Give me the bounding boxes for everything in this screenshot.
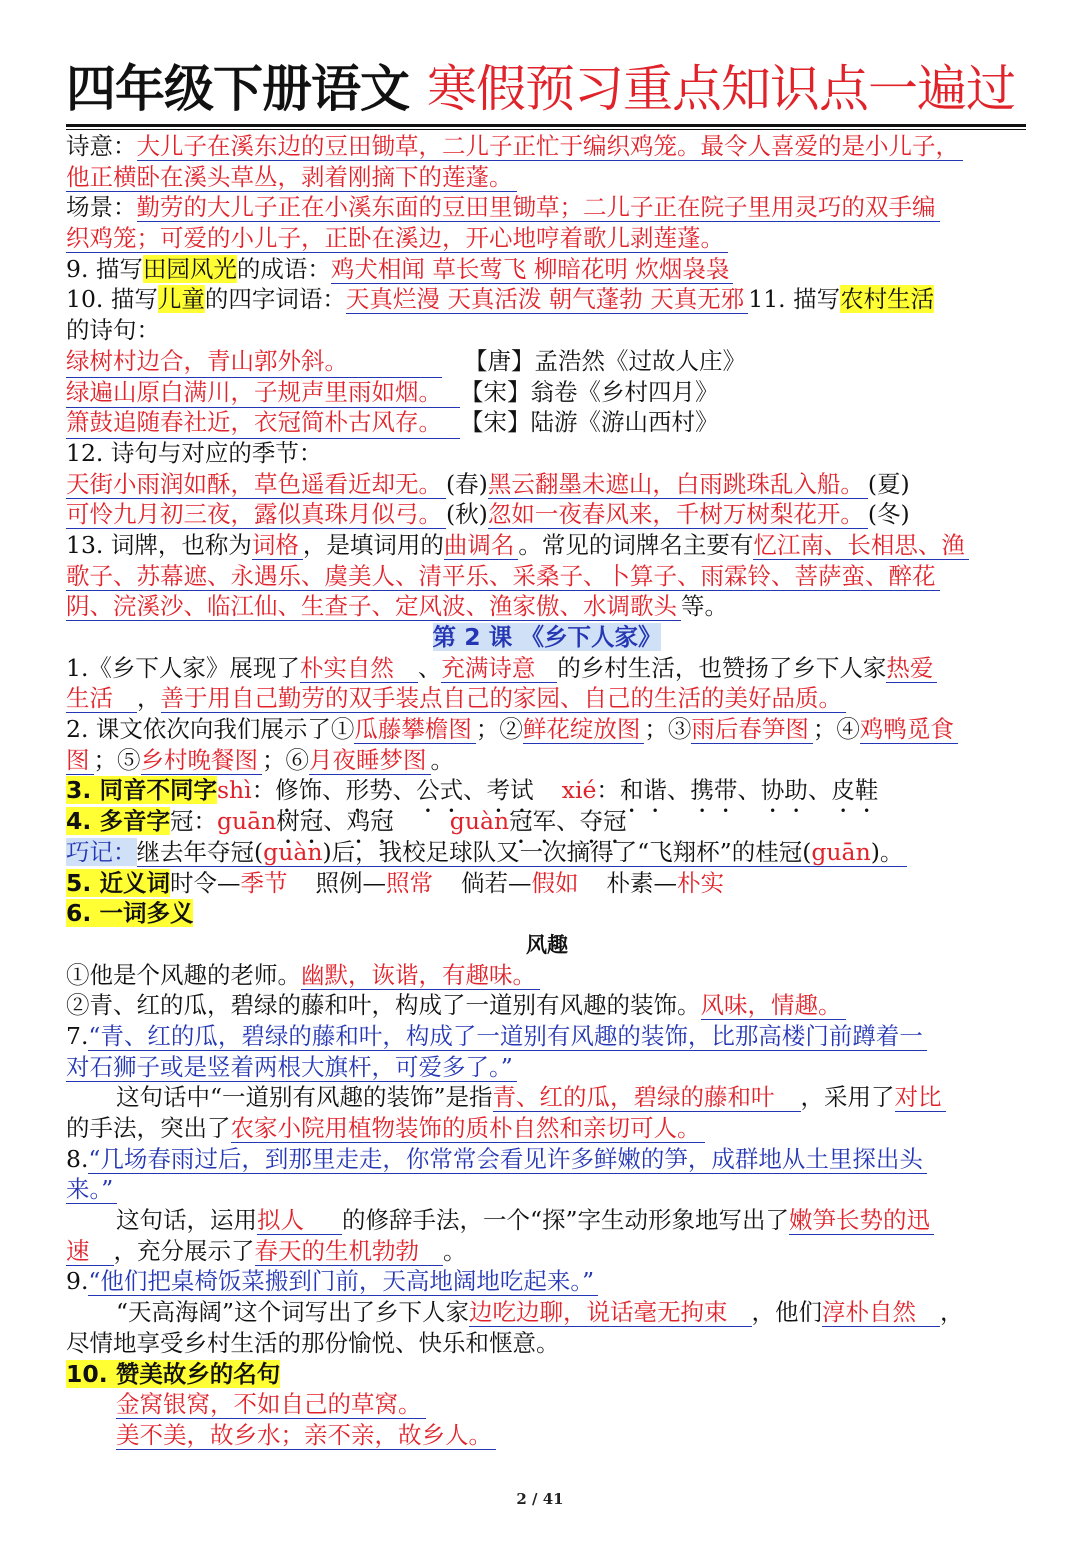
question-text: ，他们 — [751, 1298, 823, 1327]
sentence-text: ①他是个风趣的老师。 — [66, 960, 301, 989]
question-9 — [66, 1297, 1028, 1328]
poem-meaning-line — [66, 162, 1028, 193]
answer-text: 善于用自己勤劳的双手装点自己的家园、自己的生活的美好品质。 — [161, 684, 847, 713]
answer-text: 对比 — [895, 1083, 946, 1112]
label: 巧记： — [66, 837, 137, 866]
answer-text: 假如 — [531, 868, 579, 897]
answer-text: 拟人 — [257, 1206, 342, 1235]
question-text: 等。 — [681, 592, 728, 621]
question-text: ，采用了 — [800, 1083, 895, 1112]
question-number: 7. — [66, 1021, 89, 1050]
answer-text: 歌子、苏幕遮、永遇乐、虞美人、清平乐、采桑子、卜算子、雨霖铃、菩萨蛮、醉花 — [66, 562, 940, 591]
word: 倘若— — [460, 868, 532, 897]
answer-text: 雨后春笋图 — [691, 715, 813, 744]
answer-text: 照常 — [385, 868, 433, 897]
question-2 — [66, 745, 1028, 776]
season: (秋) — [446, 500, 488, 529]
answer-text: 瓜藤攀檐图 — [354, 715, 476, 744]
page-number: 2 / 41 — [516, 1490, 564, 1508]
quote-text: “他们把桌椅饭菜搬到门前，天高地阔地吃起来。” — [88, 1267, 598, 1296]
question-text: 的乡村生活，也赞扬了乡下人家 — [557, 653, 887, 682]
answer-text: 边吃边聊，说话毫无拘束 — [469, 1298, 752, 1327]
poem-meaning-line — [66, 131, 1028, 162]
question-text: 这句话，运用 — [116, 1206, 257, 1235]
pinyin: guān — [216, 807, 277, 836]
answer-text: 金窝银窝，不如自己的草窝。 — [116, 1390, 426, 1419]
question-1 — [66, 683, 1028, 714]
answer-text: 阴、浣溪沙、临江仙、生查子、定风波、渔家傲、水调歌头 — [66, 592, 681, 621]
question-text: 冠： — [169, 807, 217, 836]
scene-line — [66, 223, 1028, 254]
meaning-line — [66, 990, 1028, 1021]
lesson-title: 第 2 课 《乡下人家》 — [432, 623, 662, 651]
question-text: 的成语： — [236, 254, 331, 283]
answer-text: 风味，情趣。 — [701, 991, 846, 1020]
answer-text: 图 — [66, 746, 94, 775]
question-7 — [66, 1113, 1028, 1144]
question-text: 13. 词牌，也称为 — [66, 530, 252, 559]
answer-text: 绿树村边合，青山郭外斜。 — [66, 346, 442, 378]
answer-text: 季节 — [240, 868, 288, 897]
question-3 — [66, 775, 1028, 806]
saying-line — [66, 1420, 1028, 1451]
question-text: ；⑤ — [93, 745, 141, 774]
question-text: 的手法，突出了 — [66, 1114, 231, 1142]
word-list: 冠军、夺冠 — [509, 807, 627, 836]
saying-line — [66, 1389, 1028, 1420]
question-text: 1.《乡下人家》展现了 — [66, 653, 300, 682]
question-text: 。常见的词牌名主要有 — [518, 530, 754, 559]
poem-source: 【唐】孟浩然《过故人庄》 — [464, 346, 746, 375]
pinyin: xié — [561, 776, 597, 805]
highlight: 6. 一词多义 — [66, 899, 194, 928]
quote-text: “青、红的瓜，碧绿的藤和叶，构成了一道别有风趣的装饰，比那高楼门前蹲着一 — [88, 1022, 927, 1051]
question-7 — [66, 1082, 1028, 1113]
answer-text: 美不美，故乡水；亲不亲，故乡人。 — [116, 1421, 496, 1450]
question-10 — [66, 284, 1028, 315]
word: 朴素— — [606, 868, 677, 897]
question-2 — [66, 714, 1028, 745]
pinyin: guàn — [449, 807, 510, 836]
answer-text: 绿遍山原白满川，子规声里雨如烟。 — [66, 377, 460, 409]
answer-text: 充满诗意 — [441, 654, 557, 683]
poem-source: 【宋】翁卷《乡村四月》 — [460, 377, 719, 406]
question-8 — [66, 1144, 1028, 1175]
answer-text: 天街小雨润如酥，草色遥看近却无。 — [66, 470, 446, 499]
word-heading — [66, 929, 1028, 960]
quote-text: 对石狮子或是竖着两根大旗杆，可爱多了。” — [66, 1053, 517, 1082]
question-9 — [66, 1266, 1028, 1297]
question-13 — [66, 530, 1028, 561]
question-text: 、 — [417, 653, 442, 682]
answer-text: 朴实自然 — [300, 654, 418, 683]
word: 时令— — [169, 868, 241, 897]
question-text: ；③ — [644, 715, 692, 744]
question-9 — [66, 1328, 1028, 1359]
answer-text: 天真烂漫 天真活泼 朝气蓬勃 天真无邪 — [346, 285, 748, 314]
answer-text: 黑云翻墨未遮山，白雨跳珠乱入船。 — [488, 470, 868, 499]
lesson-heading — [66, 622, 1028, 653]
question-text: 这句话中“一道别有风趣的装饰”是指 — [116, 1083, 493, 1112]
meaning-line — [66, 960, 1028, 991]
answer-text: 忽如一夜春风来，千树万树梨花开。 — [488, 500, 868, 529]
word-list: 树冠、鸡冠 — [276, 807, 394, 836]
question-text: 。 — [430, 745, 454, 774]
word-title: 风趣 — [526, 932, 568, 957]
mnemonic — [66, 837, 1028, 868]
scene-line — [66, 192, 1028, 223]
question-text: ，充分展示了 — [113, 1236, 255, 1265]
word-list: ：修饰、形势、公式、考试 — [251, 776, 534, 805]
answer-text: 生活 — [66, 684, 137, 713]
answer-text: 可怜九月初三夜，露似真珠月似弓。 — [66, 500, 446, 529]
question-5 — [66, 868, 1028, 899]
label: 诗意： — [66, 132, 137, 160]
answer-text: 乡村晚餐图 — [141, 746, 263, 775]
question-text: 10. 描写 — [66, 285, 158, 314]
pinyin: guàn — [263, 837, 323, 866]
answer-text: 鸡犬相闻 草长莺飞 柳暗花明 炊烟袅袅 — [331, 255, 733, 284]
highlight: 农村生活 — [840, 285, 935, 314]
highlight: 10. 赞美故乡的名句 — [66, 1359, 281, 1388]
highlight: 3. 同音不同字 — [66, 776, 217, 805]
answer-text: 箫鼓追随春社近，衣冠简朴古风存。 — [66, 407, 460, 439]
answer-text: 大儿子在溪东边的豆田锄草，二儿子正忙于编织鸡笼。最令人喜爱的是小儿子， — [137, 132, 964, 161]
question-text: ，是填词用的 — [302, 530, 444, 559]
pinyin: shì — [216, 776, 252, 805]
answer-text: 淳朴自然 — [822, 1298, 940, 1327]
answer-text: 鸡鸭觅食 — [860, 715, 958, 744]
title-grade: 四年级下册语文 — [66, 60, 409, 118]
poem-line — [66, 377, 1028, 408]
question-text: ， — [137, 684, 161, 713]
question-text: 11. 描写 — [748, 285, 841, 314]
answer-text: 朴实 — [676, 868, 724, 897]
answer-text: 春天的生机勃勃 — [255, 1237, 444, 1266]
question-text: 的四字词语： — [204, 285, 346, 314]
season: (冬) — [867, 500, 910, 529]
question-text: 。 — [443, 1236, 467, 1265]
season-line — [66, 469, 1028, 500]
question-1 — [66, 653, 1028, 684]
question-text: 2. 课文依次向我们展示了① — [66, 715, 355, 744]
header-rule-thick — [66, 124, 1026, 127]
answer-text: 嫩笋长势的迅 — [789, 1206, 934, 1235]
sentence-text: )。 — [870, 837, 904, 866]
question-10 — [66, 1359, 1028, 1390]
answer-text: 忆江南、长相思、渔 — [753, 531, 969, 560]
content-body — [66, 131, 1028, 1451]
highlight: 4. 多音字 — [66, 807, 170, 836]
quote-text: 来。” — [66, 1175, 117, 1204]
answer-text: 月夜睡梦图 — [309, 746, 431, 775]
question-number: 8. — [66, 1144, 89, 1173]
poem-source: 【宋】陆游《游山西村》 — [460, 408, 719, 437]
question-text: 的修辞手法，一个“探”字生动形象地写出了 — [342, 1206, 790, 1235]
question-9 — [66, 254, 1028, 285]
question-13 — [66, 591, 1028, 622]
sentence-text: ②青、红的瓜，碧绿的藤和叶，构成了一道别有风趣的装饰。 — [66, 991, 701, 1020]
answer-text: 勤劳的大儿子正在小溪东面的豆田里锄草；二儿子正在院子里用灵巧的双手编 — [137, 193, 940, 222]
question-7 — [66, 1052, 1028, 1083]
question-12 — [66, 438, 1028, 469]
pinyin: guān — [811, 837, 871, 866]
question-8 — [66, 1174, 1028, 1205]
poem-line — [66, 346, 1028, 377]
highlight: 儿童 — [157, 285, 205, 314]
question-13 — [66, 561, 1028, 592]
question-8 — [66, 1205, 1028, 1236]
answer-text: 幽默，诙谐，有趣味。 — [301, 961, 540, 990]
word: 照例— — [315, 868, 386, 897]
question-6 — [66, 898, 1028, 929]
highlight: 田园风光 — [142, 254, 237, 283]
season: (春) — [446, 469, 488, 498]
question-text: 9. 描写 — [66, 254, 143, 283]
question-text: ， — [940, 1298, 964, 1327]
question-7 — [66, 1021, 1028, 1052]
question-text: ；⑥ — [262, 745, 309, 774]
answer-text: 速 — [66, 1237, 114, 1266]
question-text: “天高海阔”这个词写出了乡下人家 — [116, 1298, 470, 1327]
answer-text: 热爱 — [886, 654, 937, 683]
sentence-text: )后，我校足球队又一次摘得了“飞翔杯”的桂冠( — [322, 837, 812, 866]
title-topic: 寒假预习重点知识点一遍过 — [427, 60, 1015, 118]
season-line — [66, 499, 1028, 530]
highlight: 5. 近义词 — [66, 868, 170, 897]
sentence-text: 继去年夺冠( — [136, 837, 264, 866]
question-8 — [66, 1236, 1028, 1267]
question-number: 9. — [66, 1267, 89, 1296]
answer-text: 鲜花绽放图 — [523, 715, 645, 744]
question-text: 尽情地享受乡村生活的那份愉悦、快乐和惬意。 — [66, 1328, 560, 1357]
question-text: ；② — [475, 715, 523, 744]
question-text: ；④ — [812, 715, 860, 744]
answer-text: 织鸡笼；可爱的小儿子，正卧在溪边，开心地哼着歌儿剥莲蓬。 — [66, 224, 728, 253]
answer-text: 农家小院用植物装饰的质朴自然和亲切可人。 — [231, 1114, 705, 1143]
answer-text: 青、红的瓜，碧绿的藤和叶 — [493, 1083, 801, 1112]
poem-line — [66, 407, 1028, 438]
answer-text: 词格 — [252, 531, 303, 560]
word-list: ：和谐、携带、协助、皮鞋 — [596, 776, 879, 805]
label: 场景： — [66, 193, 137, 222]
season: (夏) — [867, 469, 910, 498]
quote-text: “几场春雨过后，到那里走走，你常常会看见许多鲜嫩的笋，成群地从土里探出头 — [88, 1145, 927, 1174]
answer-text: 曲调名 — [444, 531, 519, 560]
question-11 — [66, 315, 1028, 346]
question-4 — [66, 806, 1028, 837]
header-rule-thin — [66, 129, 1026, 130]
question-text: 的诗句： — [66, 316, 160, 345]
page-header — [66, 58, 1026, 120]
question-text: 12. 诗句与对应的季节： — [66, 438, 323, 467]
answer-text: 他正横卧在溪头草丛，剥着刚摘下的莲蓬。 — [66, 163, 517, 192]
